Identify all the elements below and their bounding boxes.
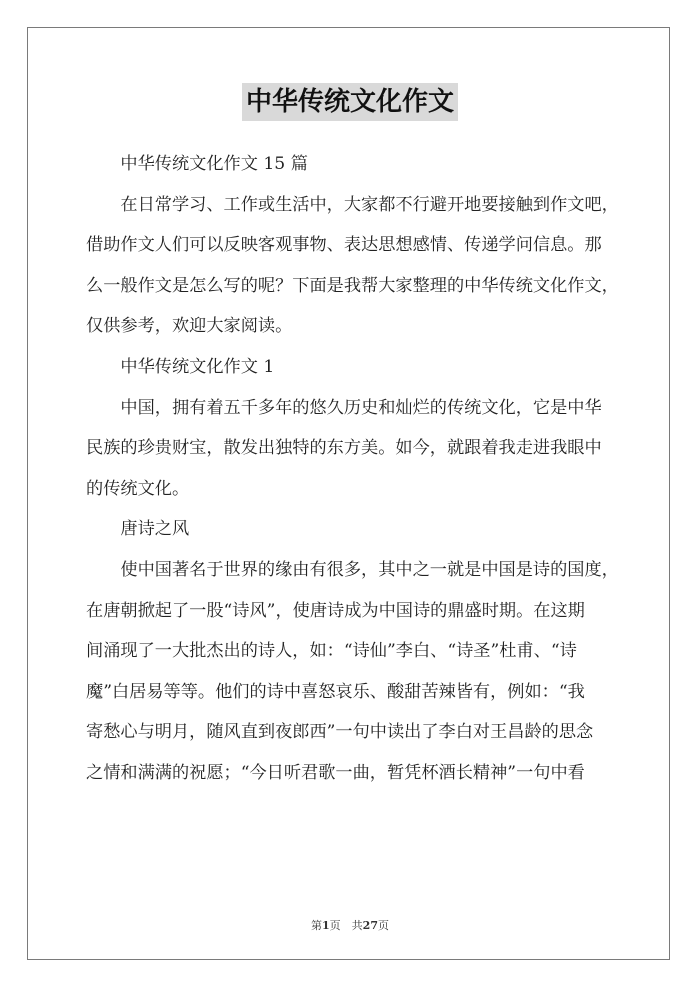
- document-title: 中华传统文化作文: [242, 83, 458, 121]
- paragraph-line: 唐诗之风: [120, 519, 190, 540]
- paragraph-line: 么一般作文是怎么写的呢？下面是我帮大家整理的中华传统文化作文，: [86, 275, 619, 296]
- paragraph-line: 间涌现了一大批杰出的诗人，如：“诗仙”李白、“诗圣”杜甫、“诗: [86, 641, 577, 662]
- paragraph-line: 的传统文化。: [86, 478, 190, 499]
- footer-page-current: 1: [322, 919, 330, 932]
- paragraph: [86, 550, 626, 794]
- paragraph-line: 中华传统文化作文 15 篇: [120, 154, 308, 174]
- footer-page-prefix: 第: [311, 919, 323, 932]
- title-container: [0, 83, 700, 121]
- paragraph: [86, 509, 626, 550]
- paragraph-line: 使中国著名于世界的缘由有很多，其中之一就是中国是诗的国度，: [120, 559, 619, 580]
- paragraph-line: 借助作文人们可以反映客观事物、表达思想感情、传递学问信息。那: [86, 235, 602, 256]
- page-footer: [0, 917, 700, 933]
- footer-page-mid: 页 共: [329, 919, 363, 932]
- paragraph: [86, 388, 626, 510]
- paragraph-line: 魔”白居易等等。他们的诗中喜怒哀乐、酸甜苦辣皆有，例如：“我: [86, 681, 585, 702]
- paragraph: [86, 144, 626, 185]
- paragraph: [86, 185, 626, 347]
- paragraph-line: 中国，拥有着五千多年的悠久历史和灿烂的传统文化，它是中华: [120, 397, 602, 418]
- paragraph-line: 民族的珍贵财宝，散发出独特的东方美。如今，就跟着我走进我眼中: [86, 438, 602, 459]
- paragraph-line: 寄愁心与明月，随风直到夜郎西”一句中读出了李白对王昌龄的思念: [86, 722, 594, 743]
- footer-page-total: 27: [362, 919, 378, 932]
- paragraph-line: 在日常学习、工作或生活中，大家都不行避开地要接触到作文吧，: [120, 194, 619, 215]
- paragraph-line: 之情和满满的祝愿；“今日听君歌一曲，暂凭杯酒长精神”一句中看: [86, 762, 585, 783]
- paragraph: [86, 347, 626, 388]
- paragraph-line: 中华传统文化作文 1: [120, 356, 275, 377]
- footer-page-suffix: 页: [377, 919, 389, 932]
- paragraph-line: 仅供参考，欢迎大家阅读。: [86, 316, 293, 337]
- document-body: [86, 144, 626, 794]
- paragraph-line: 在唐朝掀起了一股“诗风”，使唐诗成为中国诗的鼎盛时期。在这期: [86, 600, 585, 621]
